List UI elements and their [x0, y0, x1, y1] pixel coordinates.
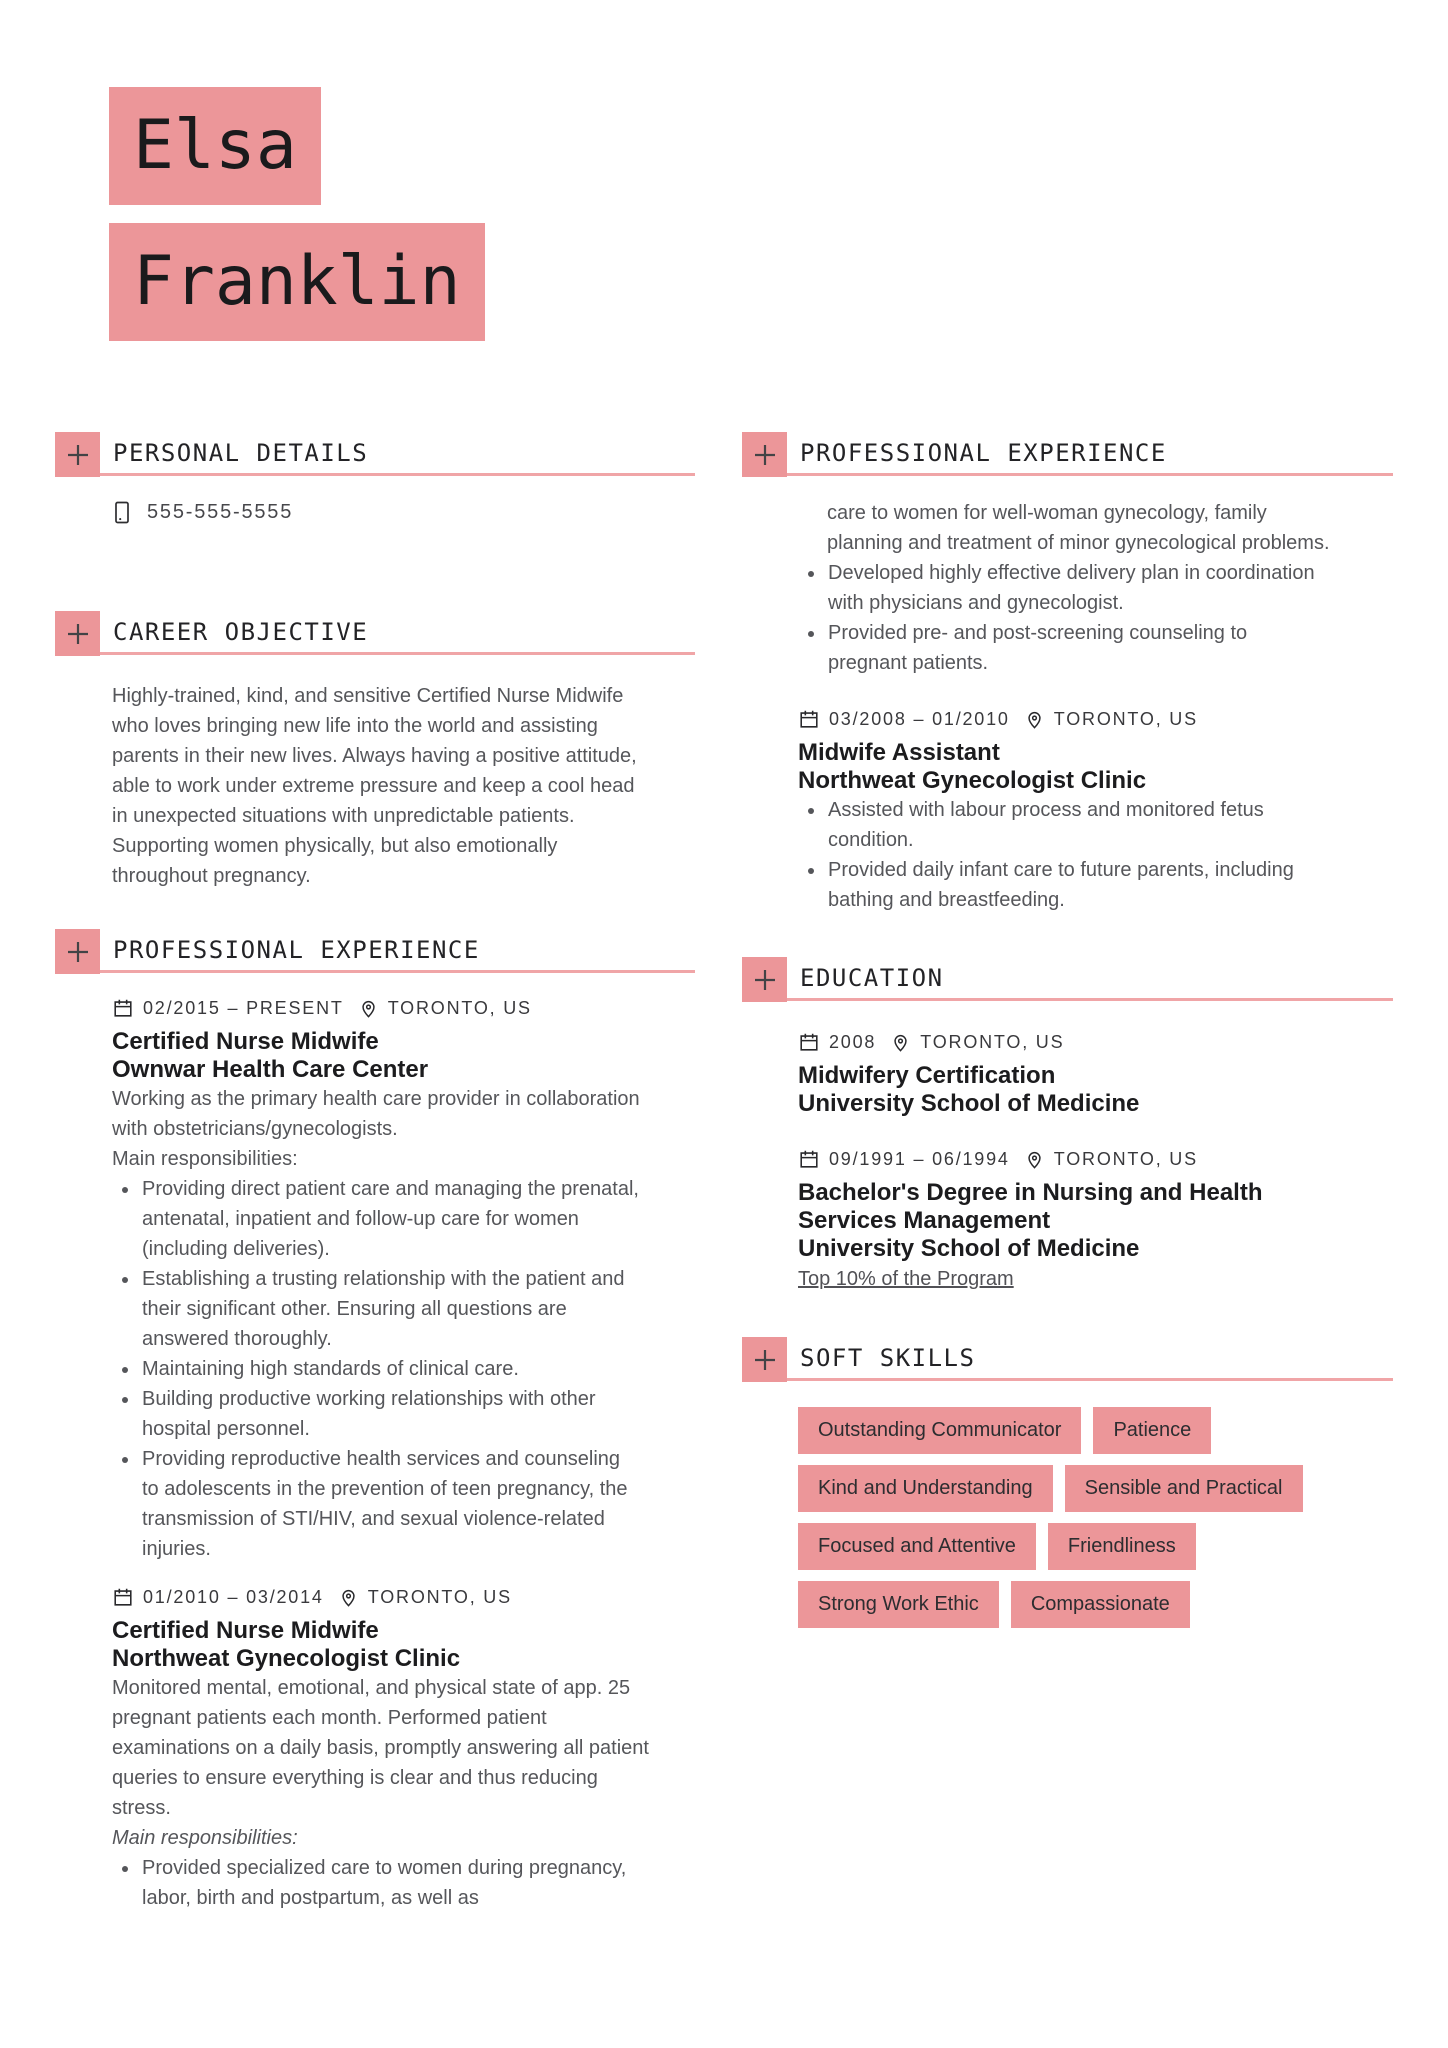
entry-location: TORONTO, US [367, 1586, 512, 1607]
entry-date: 2008 [829, 1031, 877, 1052]
plus-icon [55, 611, 100, 656]
entry-location: TORONTO, US [920, 1031, 1065, 1052]
entry-meta [798, 706, 1358, 732]
bullet-item: • Building productive working relationships with other hospital personnel. [140, 1384, 642, 1444]
section-rule [787, 957, 1393, 1001]
entry-meta [112, 1584, 662, 1610]
entry-location: TORONTO, US [387, 997, 532, 1018]
phone-number: 555-555-5555 [147, 501, 294, 523]
entry-company: Northweat Gynecologist Clinic [798, 767, 1147, 794]
experience-entry [112, 995, 662, 1564]
skill-chip: Sensible and Practical [1065, 1465, 1303, 1512]
plus-icon [742, 432, 787, 477]
entry-date: 03/2008 – 01/2010 [829, 708, 1010, 729]
right-column [742, 432, 1393, 1628]
experience-title: PROFESSIONAL EXPERIENCE [800, 438, 1167, 467]
degree-title: Midwifery Certification [798, 1062, 1056, 1089]
entry-location: TORONTO, US [1053, 708, 1198, 729]
section-header-career-objective [55, 611, 695, 657]
plus-icon [742, 1337, 787, 1382]
soft-skills-title: SOFT SKILLS [800, 1343, 976, 1372]
experience-continuation-text: care to women for well-woman gynecology, family planning and treatment of minor gynecological problems. [827, 502, 1330, 554]
bullet-item: • Provided daily infant care to future parents, including bathing and breastfeeding. [826, 855, 1328, 915]
calendar-icon [112, 997, 134, 1019]
skill-chip: Kind and Understanding [798, 1465, 1053, 1512]
experience-entry [112, 1584, 662, 1913]
bullet-item: • Establishing a trusting relationship with the patient and their significant other. Ensuring all questions are answered thoroughly. [140, 1264, 642, 1354]
experience-entry [798, 706, 1358, 915]
entry-meta [798, 1029, 1358, 1055]
entry-bullets [112, 1174, 642, 1564]
entry-meta [112, 995, 662, 1021]
phone-row [112, 500, 695, 525]
section-header-personal-details [55, 432, 695, 478]
entry-bullets [112, 1853, 642, 1913]
section-rule [100, 929, 695, 973]
section-header-soft-skills [742, 1337, 1393, 1383]
section-header-experience [55, 929, 695, 975]
bullet-item: • Providing reproductive health services and counseling to adolescents in the prevention of teen pregnancy, the transmission of STI/HIV, and sexual violence-related injuries. [140, 1444, 642, 1564]
plus-icon [55, 929, 100, 974]
entry-role: Certified Nurse Midwife [112, 1617, 379, 1644]
personal-details-title: PERSONAL DETAILS [113, 438, 369, 467]
calendar-icon [798, 1031, 820, 1053]
experience-title: PROFESSIONAL EXPERIENCE [113, 935, 480, 964]
school-name: University School of Medicine [798, 1090, 1140, 1117]
entry-role: Certified Nurse Midwife [112, 1028, 379, 1055]
education-entry [798, 1146, 1358, 1293]
school-name: University School of Medicine [798, 1235, 1140, 1262]
entry-location: TORONTO, US [1053, 1148, 1198, 1169]
section-header-experience-continued [742, 432, 1393, 478]
skill-chip: Outstanding Communicator [798, 1407, 1081, 1454]
entry-meta [798, 1146, 1358, 1172]
location-pin-icon [338, 1587, 359, 1608]
entry-date: 02/2015 – PRESENT [143, 997, 344, 1018]
section-rule [100, 432, 695, 476]
entry-summary: Working as the primary health care provider in collaboration with obstetricians/gynecologists. [112, 1088, 640, 1140]
calendar-icon [798, 708, 820, 730]
entry-bullets [798, 795, 1328, 915]
bullet-item: • Assisted with labour process and monitored fetus condition. [826, 795, 1328, 855]
bullet-item: • Provided pre- and post-screening counseling to pregnant patients. [826, 618, 1318, 678]
location-pin-icon [358, 998, 379, 1019]
entry-company: Ownwar Health Care Center [112, 1056, 429, 1083]
responsibilities-label: Main responsibilities: [112, 1827, 298, 1849]
career-objective-text: Highly-trained, kind, and sensitive Certified Nurse Midwife who loves bringing new life into the world and assisting parents in their new lives. Always having a positive attitude, able to work under extreme pressure and keep a cool head in unexpected situations with unpredictable patients. Supporting women physically, but also emotionally throughout pregnancy. [112, 685, 637, 887]
mobile-phone-icon [112, 500, 132, 525]
section-rule [787, 432, 1393, 476]
skill-chips [798, 1407, 1328, 1628]
bullet-item: • Maintaining high standards of clinical care. [140, 1354, 642, 1384]
calendar-icon [112, 1586, 134, 1608]
section-rule [100, 611, 695, 655]
last-name-highlight: Franklin [109, 223, 485, 341]
plus-icon [55, 432, 100, 477]
bullet-item: • Developed highly effective delivery plan in coordination with physicians and gynecologist. [826, 558, 1318, 618]
skill-chip: Strong Work Ethic [798, 1581, 999, 1628]
entry-date: 09/1991 – 06/1994 [829, 1148, 1010, 1169]
skill-chip: Friendliness [1048, 1523, 1196, 1570]
degree-title: Bachelor's Degree in Nursing and Health Services Management [798, 1179, 1263, 1234]
education-entry [798, 1029, 1358, 1118]
responsibilities-label: Main responsibilities: [112, 1148, 298, 1170]
bullet-item: • Provided specialized care to women during pregnancy, labor, birth and postpartum, as well as [140, 1853, 642, 1913]
calendar-icon [798, 1148, 820, 1170]
bullet-item: • Providing direct patient care and managing the prenatal, antenatal, inpatient and follow-up care for women (including deliveries). [140, 1174, 642, 1264]
plus-icon [742, 957, 787, 1002]
location-pin-icon [1024, 1149, 1045, 1170]
skill-chip: Focused and Attentive [798, 1523, 1036, 1570]
entry-date: 01/2010 – 03/2014 [143, 1586, 324, 1607]
entry-summary: Monitored mental, emotional, and physical state of app. 25 pregnant patients each month. Performed patient examinations on a daily basis, promptly answering all patient queries to ensure everything is clear and thus reducing stress. [112, 1677, 649, 1819]
education-title: EDUCATION [800, 963, 944, 992]
first-name-highlight: Elsa [109, 87, 321, 205]
education-note-link[interactable]: Top 10% of the Program [798, 1268, 1014, 1290]
location-pin-icon [890, 1032, 911, 1053]
skill-chip: Compassionate [1011, 1581, 1190, 1628]
career-objective-title: CAREER OBJECTIVE [113, 617, 369, 646]
section-header-education [742, 957, 1393, 1003]
skill-chip: Patience [1093, 1407, 1211, 1454]
location-pin-icon [1024, 709, 1045, 730]
entry-company: Northweat Gynecologist Clinic [112, 1645, 461, 1672]
continuation-bullets [798, 558, 1318, 678]
left-column [55, 432, 695, 1913]
name-header [109, 87, 485, 341]
section-rule [787, 1337, 1393, 1381]
entry-role: Midwife Assistant [798, 739, 1000, 766]
